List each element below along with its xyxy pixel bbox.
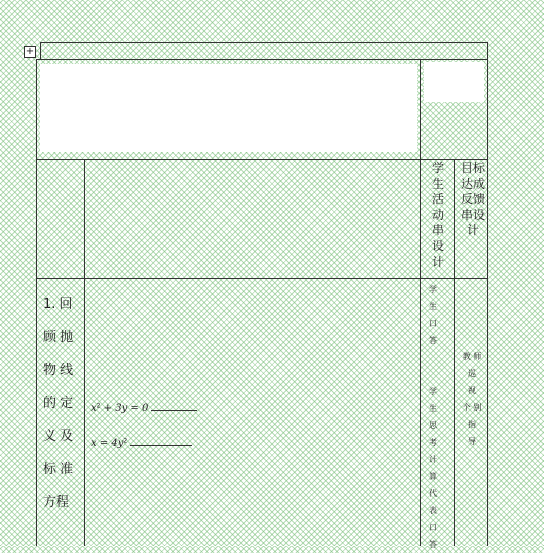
top-left-border <box>40 42 41 60</box>
header-feedback: 目标 达成 反馈 串设 计 <box>460 161 485 238</box>
student-activity-1: 学 生 口 答 <box>429 285 437 345</box>
top-right-border <box>487 42 488 60</box>
header-student: 学 生 活 动 串 设 计 <box>432 161 445 269</box>
feedback-text: 教 师 巡 视 个 别 指 导 <box>462 352 482 446</box>
answer-blank-2[interactable] <box>130 437 192 446</box>
top-border <box>40 42 488 43</box>
table-right-border <box>487 59 488 546</box>
col-divider-section <box>84 159 85 546</box>
answer-blank-1[interactable] <box>151 402 197 411</box>
objectives-box <box>40 64 417 152</box>
fill-in-1: $x^2 + 3y = 0$ <box>91 402 197 415</box>
col-divider-student <box>420 59 421 546</box>
equation-2: x = 4y <box>91 438 124 449</box>
equation-1: x <box>91 403 97 414</box>
col-divider-feedback <box>454 159 455 546</box>
table-move-handle[interactable]: + <box>25 46 35 57</box>
fill-in-2: $x = 4y^2$ <box>91 437 192 450</box>
prep-box <box>424 62 484 102</box>
section-label: 1. 回 顾 抛 物 线 的 定 义 及 标 准 方程 <box>43 297 74 510</box>
student-activity-2: 学 生 思 考 计 算 代 表 口 答 <box>429 387 437 549</box>
table-left-border <box>36 59 37 546</box>
